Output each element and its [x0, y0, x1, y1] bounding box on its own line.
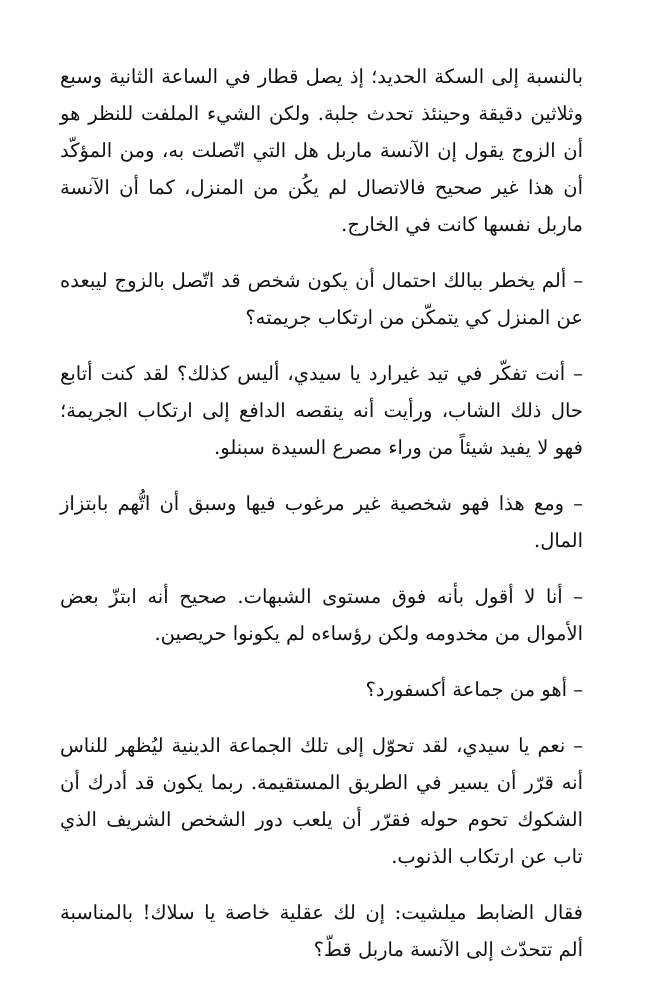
paragraph-dialogue-suspicion: – أنا لا أقول بأنه فوق مستوى الشبهات. صحيح أنه ابتزّ بعض الأموال من مخدومه ولكن رؤساءه لم يكونوا حريصين. — [60, 585, 583, 645]
paragraph-narration-melchett: فقال الضابط ميلشيت: إن لك عقلية خاصة يا سلاك! بالمناسبة ألم تتحدّث إلى الآنسة ماربل قطّ؟ — [60, 901, 583, 961]
paragraph-dialogue-religious-group: – نعم يا سيدي، لقد تحوّل إلى تلك الجماعة الدينية ليُظهر للناس أنه قرّر أن يسير في الطريق المستقيمة. ربما يكون قد أدرك أن الشكوك تحوم حوله فقرّر أن يلعب دور الشخص الشريف الذي تاب عن ارتكاب الذنوب. — [60, 734, 583, 868]
paragraph-dialogue-question: – ألم يخطر ببالك احتمال أن يكون شخص قد اتّصل بالزوج ليبعده عن المنزل كي يتمكّن من ارتكاب جريمته؟ — [60, 269, 583, 329]
paragraph-narration-railway: بالنسبة إلى السكة الحديد؛ إذ يصل قطار في الساعة الثانية وسبع وثلاثين دقيقة وحينئذ تحدث جلبة. ولكن الشيء الملفت للنظر هو أن الزوج يقول إن الآنسة ماربل هل التي اتّصلت به، ومن المؤكّد أن هذا غير صحيح فالاتصال لم يكُن من المنزل، كما أن الآنسة ماربل نفسها كانت في الخارج. — [60, 65, 583, 236]
paragraph-dialogue-oxford: – أهو من جماعة أكسفورد؟ — [365, 678, 583, 701]
paragraph-dialogue-ted-gerard: – أنت تفكّر في تيد غيرارد يا سيدي، أليس كذلك؟ لقد كنت أتابع حال ذلك الشاب، ورأيت أنه ينقصه الدافع إلى ارتكاب الجريمة؛ فهو لا يفيد شيئاً من وراء مصرع السيدة سبنلو. — [60, 362, 583, 459]
paragraph-dialogue-undesirable: – ومع هذا فهو شخصية غير مرغوب فيها وسبق أن اتُّهم بابتزاز المال. — [60, 492, 583, 552]
